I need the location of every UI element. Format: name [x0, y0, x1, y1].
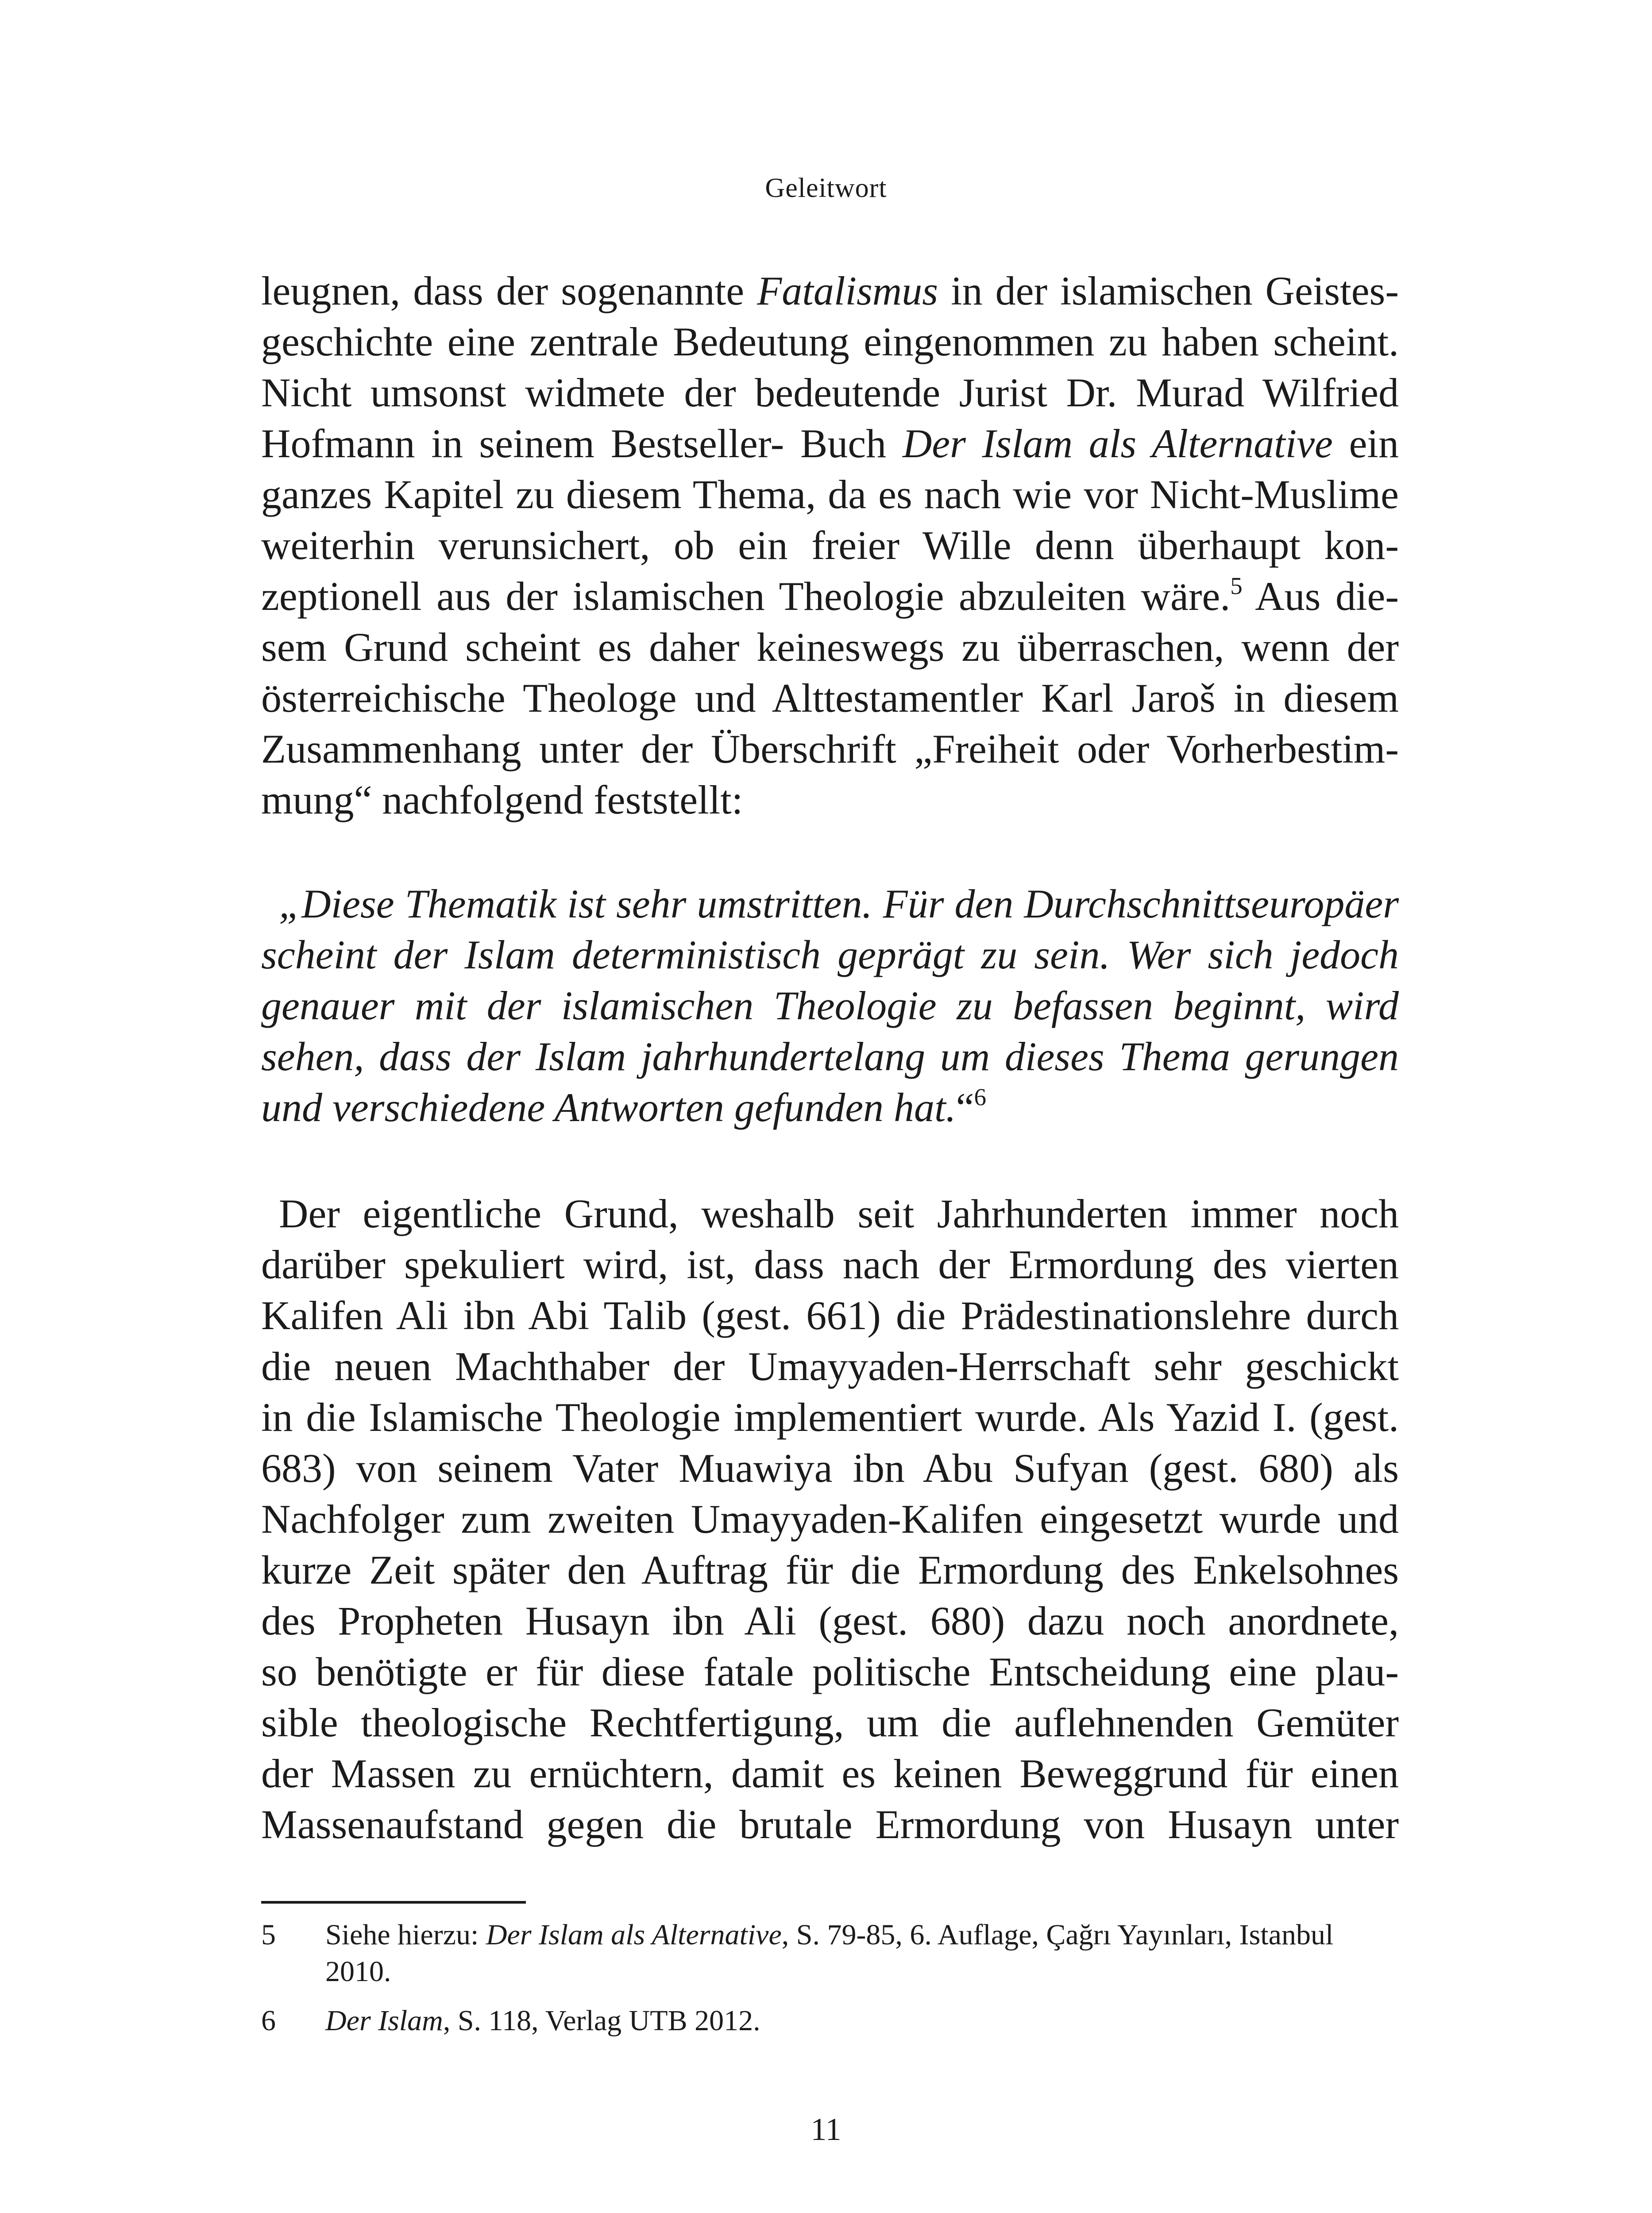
book-title: Der Islam als Alternative [486, 1919, 782, 1951]
text-line: der Massen zu ernüchtern, damit es keinen Beweggrund für einen [261, 1751, 1399, 1796]
quote-line [261, 1082, 1399, 1133]
footnote-number: 5 [261, 1919, 276, 1951]
text-line: die neuen Machthaber der Umayyaden-Herrschaft sehr geschickt [261, 1344, 1399, 1389]
text-line: darüber spekuliert wird, ist, dass nach der Ermordung des vierten [261, 1242, 1399, 1287]
text-line: Kalifen Ali ibn Abi Talib (gest. 661) die Prädestinationslehre durch [261, 1293, 1399, 1338]
footnote-number: 6 [261, 2005, 276, 2037]
text-line: in die Islamische Theologie implementiert wurde. Als Yazid I. (gest. [261, 1395, 1399, 1440]
text-line: sem Grund scheint es daher keineswegs zu überraschen, wenn der [261, 625, 1399, 670]
italic-term: Fatalismus [757, 268, 938, 313]
book-title: Der Islam [325, 2005, 443, 2037]
text-run: Aus die- [1242, 574, 1399, 619]
quote-line: „Diese Thematik ist sehr umstritten. Für den Durchschnittseuropäer [279, 881, 1399, 926]
text-line: 683) von seinem Vater Muawiya ibn Abu Sufyan (gest. 680) als [261, 1446, 1399, 1491]
text-line: Zusammenhang unter der Überschrift „Freiheit oder Vorherbestim- [261, 726, 1399, 771]
text-line: Nachfolger zum zweiten Umayyaden-Kalifen eingesetzt wurde und [261, 1496, 1399, 1542]
footnote-ref-5[interactable]: 5 [1230, 572, 1243, 599]
block-quote [261, 879, 1399, 1133]
footnote-ref-6[interactable]: 6 [974, 1083, 986, 1110]
text-run: ein [1332, 421, 1399, 466]
footnote-6 [261, 2002, 1399, 2039]
text-run: und verschiedene Antworten gefunden hat. [261, 1085, 956, 1130]
text-line: geschichte eine zentrale Bedeutung eingenommen zu haben scheint. [261, 319, 1399, 364]
quote-line: scheint der Islam deterministisch geprägt zu sein. Wer sich jedoch [261, 932, 1399, 977]
text-line: so benötigte er für diese fatale politische Entscheidung eine plau- [261, 1649, 1399, 1694]
footnote-5 [261, 1916, 1399, 1990]
text-run: in der islamischen Geistes- [938, 268, 1399, 313]
text-line [261, 418, 1399, 469]
text-line: Nicht umsonst widmete der bedeutende Jurist Dr. Murad Wilfried [261, 370, 1399, 415]
text-line [261, 571, 1399, 622]
footnotes [261, 1916, 1399, 2051]
text-line: mung“ nachfolgend feststellt: [261, 777, 743, 822]
text-line: kurze Zeit später den Auftrag für die Ermordung des Enkelsohnes [261, 1547, 1399, 1592]
closing-quote-mark: “ [956, 1085, 974, 1130]
text-run: Siehe hierzu: [325, 1919, 486, 1951]
text-line [261, 266, 1399, 316]
text-line: österreichische Theologe und Alttestamentler Karl Jaroš in diesem [261, 675, 1399, 721]
quote-line: genauer mit der islamischen Theologie zu befassen beginnt, wird [261, 983, 1399, 1028]
text-line: sible theologische Rechtfertigung, um die auflehnenden Gemüter [261, 1700, 1399, 1745]
quote-line: sehen, dass der Islam jahrhundertelang um dieses Thema gerungen [261, 1034, 1399, 1079]
text-line: ganzes Kapitel zu diesem Thema, da es nach wie vor Nicht-Muslime [261, 472, 1399, 517]
running-head: Geleitwort [765, 173, 887, 203]
text-run: , S. 118, Verlag UTB 2012. [443, 2005, 760, 2037]
footnote-separator [261, 1901, 526, 1904]
page-number: 11 [811, 2112, 841, 2147]
book-title: Der Islam als Alternative [902, 421, 1333, 466]
text-line: Massenaufstand gegen die brutale Ermordung von Husayn unter [261, 1802, 1399, 1847]
body-paragraph-1 [261, 266, 1399, 825]
text-run: zeptionell aus der islamischen Theologie abzuleiten wäre. [261, 574, 1231, 619]
body-paragraph-2 [261, 1188, 1399, 1850]
text-run: , S. 79-85, 6. Auflage, Çağrı Yayınları, Istanbul 2010. [325, 1919, 1334, 1988]
text-run: Hofmann in seinem Bestseller- Buch [261, 421, 903, 466]
text-line: weiterhin verunsichert, ob ein freier Wille denn überhaupt kon- [261, 523, 1399, 568]
text-line: des Propheten Husayn ibn Ali (gest. 680) dazu noch anordnete, [261, 1598, 1399, 1643]
text-run: leugnen, dass der sogenannte [261, 268, 757, 313]
text-line: Der eigentliche Grund, weshalb seit Jahrhunderten immer noch [279, 1191, 1399, 1236]
